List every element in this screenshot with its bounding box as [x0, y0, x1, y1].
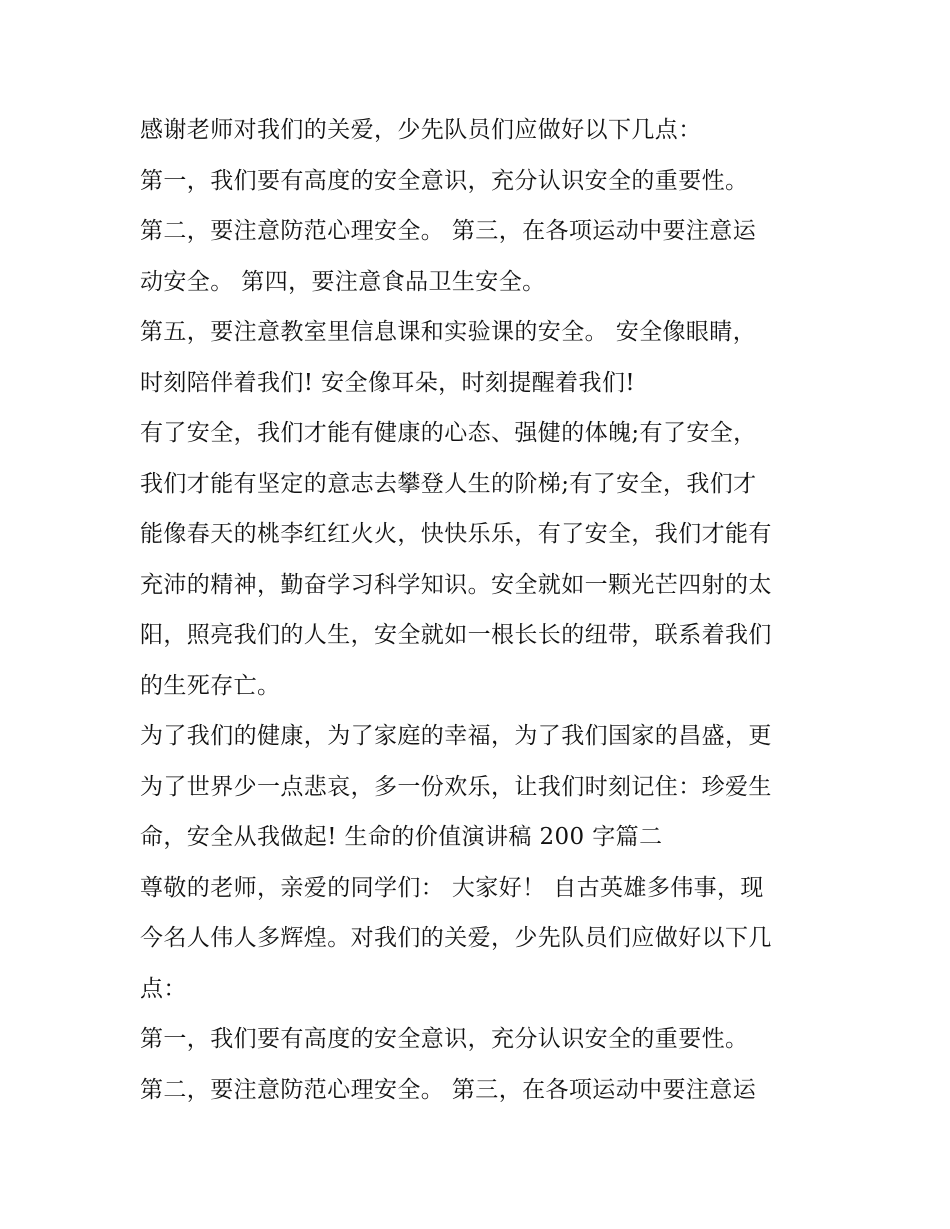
document-body [140, 105, 830, 1115]
text-line: 时刻陪伴着我们! 安全像耳朵，时刻提醒着我们! [140, 369, 635, 396]
text-line: 点： [140, 975, 187, 1002]
text-line: 我们才能有坚定的意志去攀登人生的阶梯;有了安全，我们才 [140, 470, 757, 497]
text-line: 命，安全从我做起! 生命的价值演讲稿 200 字篇二 [140, 824, 663, 850]
text-line: 能像春天的桃李红红火火，快快乐乐，有了安全，我们才能有 [140, 521, 772, 547]
text-line: 充沛的精神，勤奋学习科学知识。安全就如一颗光芒四射的太 [140, 571, 772, 598]
text-line: 第五，要注意教室里信息课和实验课的安全。 安全像眼睛， [140, 319, 757, 345]
text-line: 今名人伟人多辉煌。对我们的关爱，少先队员们应做好以下几 [140, 925, 772, 951]
text-line: 阳，照亮我们的人生，安全就如一根长长的纽带，联系着我们 [140, 622, 772, 648]
text-line: 的生死存亡。 [140, 672, 281, 699]
text-line: 为了我们的健康，为了家庭的幸福，为了我们国家的昌盛，更 [140, 723, 772, 749]
text-line: 有了安全，我们才能有健康的心态、强健的体魄;有了安全， [140, 420, 757, 446]
text-line: 尊敬的老师，亲爱的同学们： 大家好！ 自古英雄多伟事，现 [140, 874, 764, 901]
text-line: 第二，要注意防范心理安全。 第三，在各项运动中要注意运 [140, 1076, 757, 1103]
text-line: 动安全。 第四，要注意食品卫生安全。 [140, 268, 546, 295]
text-line: 第一，我们要有高度的安全意识，充分认识安全的重要性。 [140, 1026, 749, 1052]
text-line: 为了世界少一点悲哀，多一份欢乐，让我们时刻记住：珍爱生 [140, 773, 772, 800]
text-line: 感谢老师对我们的关爱，少先队员们应做好以下几点： [140, 117, 702, 143]
text-line: 第一，我们要有高度的安全意识，充分认识安全的重要性。 [140, 167, 749, 194]
text-line: 第二，要注意防范心理安全。 第三，在各项运动中要注意运 [140, 218, 757, 244]
